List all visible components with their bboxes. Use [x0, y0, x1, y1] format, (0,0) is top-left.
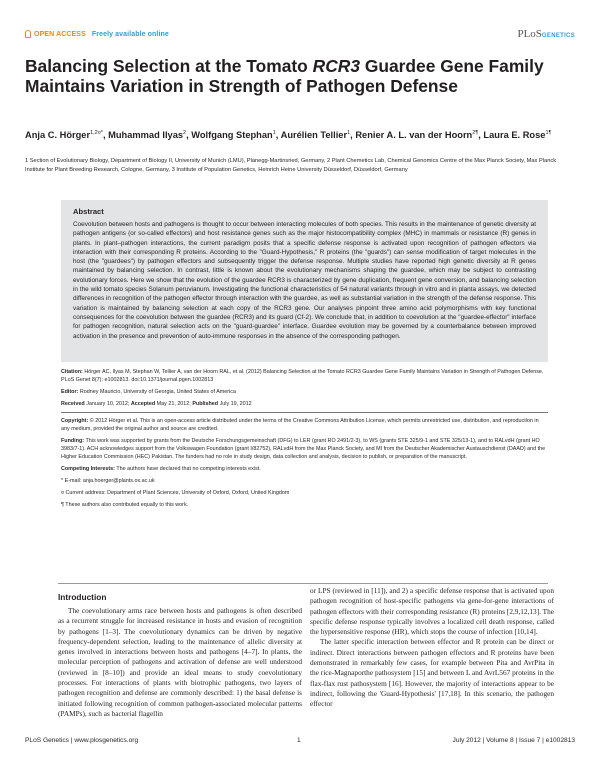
page-number: 1 — [297, 737, 301, 744]
open-access-banner — [25, 30, 169, 38]
paragraph: The latter specific interaction between effector and R protein can be direct or indirect. Direct interactions between pathogen effectors and R proteins have been demonstrated in remarkably few cases, for example between Pita and AvrPita in the rice-Magnaporthe pathosystem [15] and between L and AvrL567 proteins in the flax-flax rust pathosystem [16]. However, the majority of interactions appear to be indirect, following the 'Guard-Hypothesis' [17,18]. In this scenario, the pathogen effector — [310, 637, 554, 709]
citation: Citation: Hörger AC, Ilyas M, Stephan W, Tellier A, van der Hoorn RAL, et al. (2012) Balancing Selection at the Tomato RCR3 Guardee Gene Family Maintains Variation in Strength of Pathogen Defense. PLoS Genet 8(7): e1002813. doi:10.1371/journal.pgen.1002813 — [61, 369, 544, 383]
abstract-heading: Abstract — [73, 207, 104, 216]
dates: Received January 10, 2012; Accepted May 21, 2012; Published July 19, 2012 — [61, 401, 252, 407]
section-divider — [58, 583, 548, 584]
paragraph: or LPS (reviewed in [11]), and 2) a specific defense response that is activated upon pathogen recognition of host-specific pathogens via gene-for-gene interactions of pathogen effectors with their corresponding resistance (R) proteins [2,9,12,13]. The specific defense response typically involves a localized cell death response, called the hypersensitive response (HR), which stops the course of infection [10,14]. — [310, 586, 554, 637]
open-access-lock-icon — [25, 30, 31, 38]
funding: Funding: This work was supported by grants from the Deutsche Forschungsgemeinschaft (DFG) to LER (grant RO 2491/2-3), to WS (grants STE 325/9-1 and STE 325/13-1), and to RALvdH (grant HO 3983/7-1). ACH acknowledges support from the Volkswagen Foundation (grant I/82752), RALvdH from the Max Planck Society, and MI from the Deutscher Akademischer Austauschdienst (DAAD) and the Higher Education Commission (HEC) Pakistan. The funders had no role in study design, data collection and analysis, decision to publish, or preparation of the manuscript. — [61, 438, 546, 460]
paragraph: The coevolutionary arms race between hosts and pathogens is often described as a recurrent struggle for increased resistance in hosts and evasion of recognition by pathogens [1–3]. The coevolutionary dynamics can be driven by negative frequency-dependent selection, leading to the maintenance of allelic diversity at genes involved in interactions between hosts and pathogens [4–7]. In plants, the molecular perception of pathogens and activation of defense are well understood (reviewed in [8–10]) and provide an ideal means to study coevolutionary processes. For interactions of plants with biotrophic pathogens, two layers of pathogen recognition and defense are commonly described: 1) the basal defense is initiated following recognition of common pathogen-associated molecular patterns (PAMPs), such as bacterial flagellin — [58, 606, 302, 718]
author-list: Anja C. Hörger$^{1,2¤*}$, Muhammad Ilyas$^2$, Wolfgang Stephan$^1$, Aurélien Tellier$^1$, Renier A. L. van der Hoorn$^{2\P}$, Laura E. Rose$^{1\P}$ — [25, 130, 552, 141]
footer-journal: PLoS Genetics | www.plosgenetics.org — [25, 737, 139, 744]
body-column-left — [58, 606, 302, 719]
current-address: ¤ Current address: Department of Plant Sciences, University of Oxford, Oxford, United Kingdom — [61, 490, 290, 496]
article-metadata — [61, 368, 548, 513]
copyright: Copyright: © 2012 Hörger et al. This is an open-access article distributed under the terms of the Creative Commons Attribution License, which permits unrestricted use, distribution, and reproduction in any medium, provided the original author and source are credited. — [61, 418, 539, 432]
divider — [61, 412, 548, 413]
footer-issue: July 2012 | Volume 8 | Issue 7 | e1002813 — [452, 737, 575, 744]
abstract-box — [61, 200, 548, 362]
page-footer — [25, 737, 575, 751]
abstract-body: Coevolution between hosts and pathogens is thought to occur between interacting molecules of both species. This results in the maintenance of genetic diversity at pathogen antigens (or so-called effectors) and host resistance genes such as the major histocompatibility complex (MHC) in mammals or resistance (R) genes in plants. In plant–pathogen interactions, the current paradigm posits that a specific defense response is activated upon recognition of pathogen effectors via interaction with their corresponding R proteins. According to the "Guard-Hypothesis," R proteins (the "guards") can sense modification of target molecules in the host (the "guardees") by pathogen effectors and subsequently trigger the defense response. Multiple studies have reported high genetic diversity at R genes maintained by balancing selection. In contrast, little is known about the evolutionary mechanisms shaping the guardee, which may be subject to contrasting evolutionary forces. Here we show that the evolution of the guardee RCR3 is characterized by gene duplication, frequent gene conversion, and balancing selection in the wild tomato species Solanum peruvianum. Investigating the functional characteristics of 54 natural variants through in vitro and in planta assays, we detected differences in recognition of the pathogen effector through interaction with the guardee, as well as substantial variation in the strength of the defense response. This variation is maintained by balancing selection at each copy of the RCR3 gene. Our analyses pinpoint three amino acid polymorphisms with key functional consequences for the coevolution between the guardee (RCR3) and its guard (Cf-2). We conclude that, in addition to coevolution at the "guardee-effector" interface for pathogen recognition, natural selection acts on the "guard-guardee" interface. Guardee evolution may be governed by a counterbalance between improved activation in the presence and prevention of auto-immune responses in the absence of the corresponding pathogen. — [73, 221, 536, 340]
journal-header — [25, 30, 575, 46]
equal-contribution-note: ¶ These authors also contributed equally to this work. — [61, 502, 189, 508]
introduction-heading: Introduction — [58, 592, 107, 602]
body-column-right — [310, 586, 554, 710]
corresponding-email[interactable]: * E-mail: anja.hoerger@plants.ox.ac.uk — [61, 478, 155, 484]
editor: Editor: Rodney Mauricio, University of Georgia, United States of America — [61, 389, 236, 395]
freely-available-label: Freely available online — [91, 31, 169, 38]
article-title: Balancing Selection at the Tomato RCR3 Guardee Gene Family Maintains Variation in Strength of Pathogen Defense — [25, 56, 544, 96]
open-access-label: OPEN ACCESS — [34, 31, 86, 38]
competing-interests: Competing Interests: The authors have declared that no competing interests exist. — [61, 466, 261, 472]
affiliations: 1 Section of Evolutionary Biology, Department of Biology II, University of Munich (LMU), Planegg-Martinsried, Germany, 2 Plant Chemetics Lab, Chemical Genomics Centre of the Max Planck Society, Max Planck Institute for Plant Breeding Research, Cologne, Germany, 3 Institute of Population Genetics, Heinrich Heine University Düsseldorf, Düsseldorf, Germany — [25, 158, 557, 174]
journal-logo: PLoSGENETICS — [517, 28, 575, 40]
